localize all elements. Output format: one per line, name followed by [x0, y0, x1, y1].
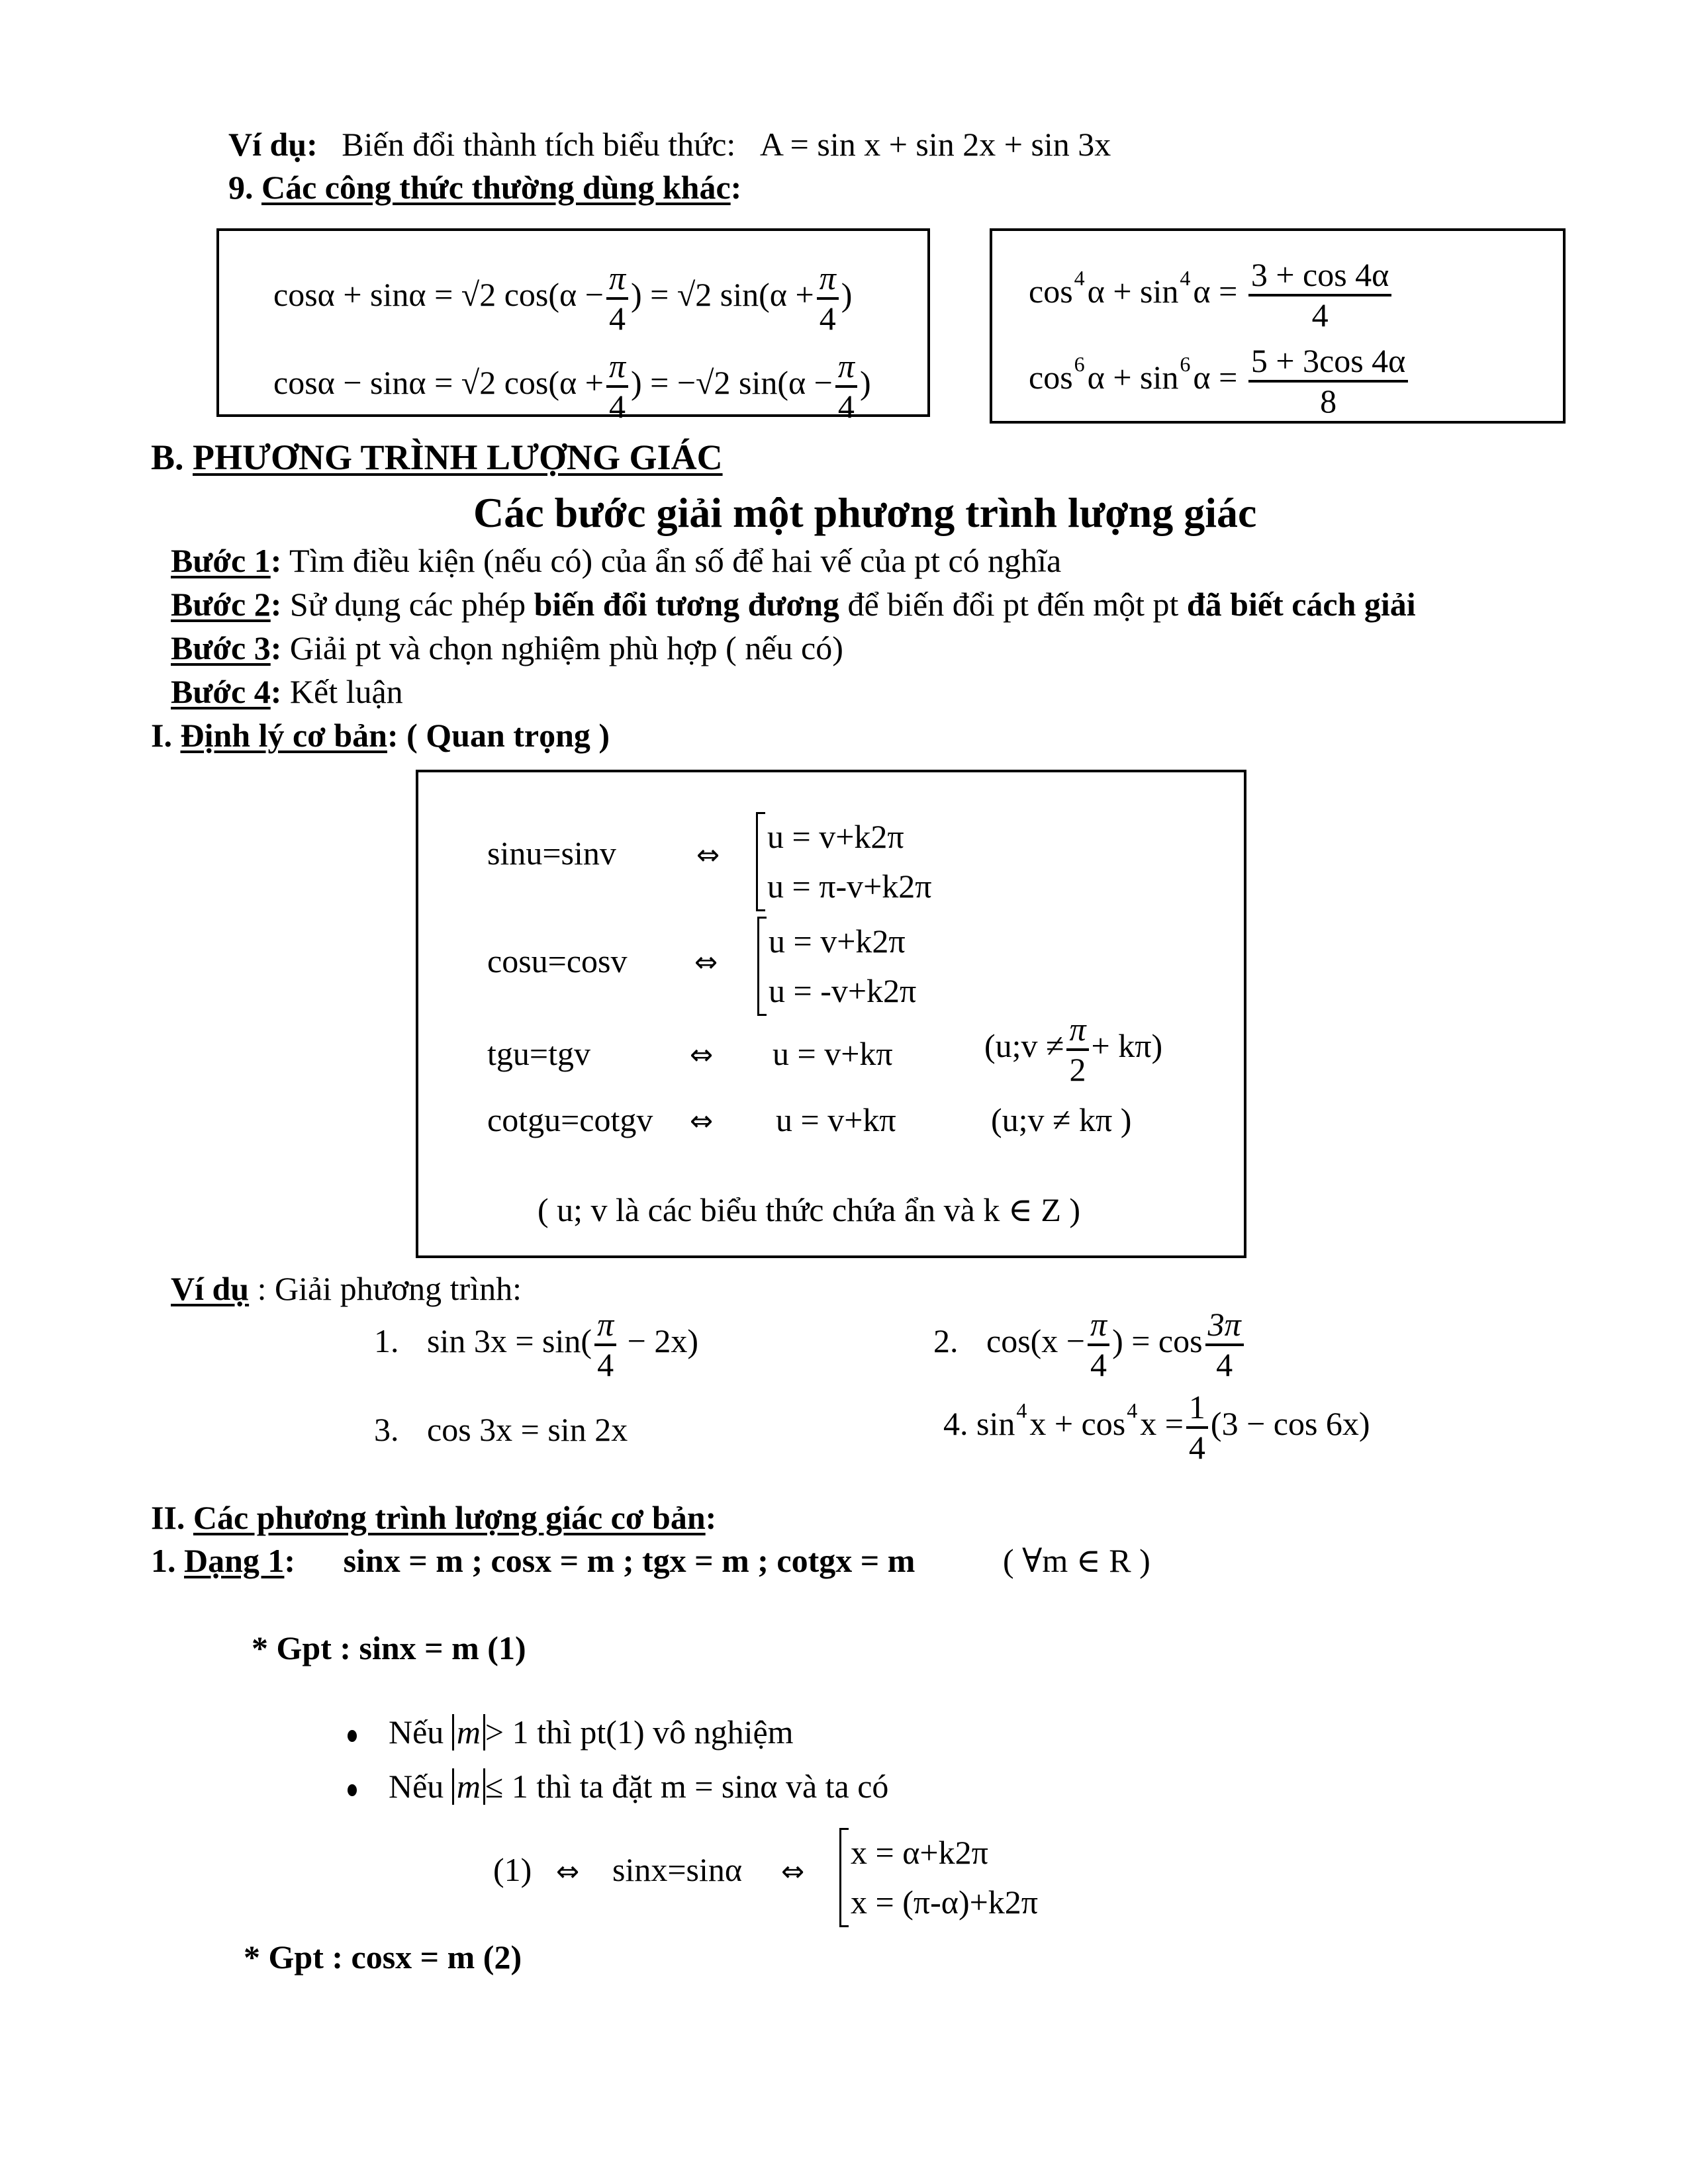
- case: x = α+k2π: [851, 1834, 988, 1871]
- equiv-cases: [839, 1828, 1038, 1927]
- section-9-heading: [228, 171, 741, 204]
- denominator: 8: [1320, 382, 1337, 420]
- part: x =: [1140, 1404, 1184, 1442]
- step-text: để biến đổi pt đến một pt: [839, 586, 1187, 623]
- fraction: [1066, 1012, 1088, 1087]
- numerator: 5 + 3cos 4α: [1248, 343, 1409, 383]
- section-title: Các phương trình lượng giác cơ bản: [193, 1499, 706, 1536]
- denominator: 4: [1216, 1345, 1233, 1383]
- theorem-sin-lhs: sinu=sinv: [487, 835, 616, 872]
- example-item-1: [374, 1307, 698, 1382]
- numerator: 3 + cos 4α: [1248, 257, 1392, 296]
- numerator: 1: [1186, 1390, 1208, 1429]
- section-b-heading: [151, 437, 723, 478]
- formula-power4: [1029, 257, 1394, 332]
- case-bracket: [756, 812, 932, 911]
- steps-title: Các bước giải một phương trình lượng giác: [473, 489, 1257, 536]
- numerator: 3π: [1205, 1307, 1244, 1346]
- section-title: PHƯƠNG TRÌNH LƯỢNG GIÁC: [193, 437, 723, 477]
- fraction: [1205, 1307, 1244, 1382]
- case: u = v+k2π: [767, 818, 904, 855]
- part: √2 cos(α −: [461, 275, 604, 313]
- step-3: [171, 631, 843, 664]
- part: (u;v ≠: [984, 1026, 1064, 1064]
- part: Nếu: [389, 1713, 444, 1751]
- item-number: 3.: [374, 1411, 399, 1448]
- part: cos: [1029, 272, 1073, 310]
- part: α + sin: [1087, 272, 1179, 310]
- theorem-note: ( u; v là các biểu thức chứa ẩn và k ∈ Z ): [538, 1191, 1081, 1228]
- dang-1-condition: ( ∀m ∈ R ): [1003, 1542, 1150, 1579]
- iff-icon: ⇔: [556, 1855, 580, 1888]
- case: u = v+k2π: [769, 923, 906, 960]
- denominator: 4: [837, 387, 855, 425]
- colon: :: [270, 673, 282, 710]
- numerator: π: [1066, 1012, 1088, 1051]
- example-item-2: [933, 1307, 1246, 1382]
- step-2: [171, 588, 1416, 621]
- theorem-cos-lhs: cosu=cosv: [487, 942, 628, 979]
- numerator: π: [1088, 1307, 1109, 1346]
- part: α =: [1193, 358, 1238, 396]
- formula-box-left: [216, 228, 930, 425]
- part: √2 cos(α +: [461, 363, 604, 401]
- theorem-box: [416, 770, 1246, 1258]
- step-1: [171, 544, 1061, 577]
- bullet-item-1: [348, 1714, 794, 1751]
- theorem-sin-cases: [756, 812, 932, 911]
- colon: :: [270, 629, 282, 666]
- part: − 2x): [619, 1322, 698, 1359]
- part: (3 − cos 6x): [1210, 1404, 1370, 1442]
- section-suffix: : ( Quan trọng ): [387, 717, 610, 754]
- section-prefix: I.: [151, 717, 172, 754]
- section-number: 9.: [228, 169, 254, 206]
- denominator: 4: [608, 299, 626, 337]
- dang-1-line: [151, 1544, 915, 1577]
- iff-icon: ⇔: [694, 946, 718, 978]
- form-equations: sinx = m ; cosx = m ; tgx = m ; cotgx = m: [343, 1542, 915, 1579]
- iff-icon: ⇔: [781, 1855, 805, 1888]
- iff-icon: ⇔: [690, 1038, 714, 1071]
- abs-value: m: [452, 1768, 485, 1805]
- step-label: Bước 4: [171, 673, 271, 710]
- part: x + cos: [1029, 1404, 1126, 1442]
- item-number: 1.: [374, 1322, 399, 1359]
- section-prefix: B.: [151, 437, 184, 477]
- formula-line-1: [273, 261, 852, 336]
- formula-power6: [1029, 343, 1411, 418]
- bullet-item-2: [348, 1768, 888, 1805]
- step-4: [171, 675, 403, 708]
- step-label: Bước 3: [171, 629, 271, 666]
- example-top-line: [228, 128, 1111, 161]
- numerator: π: [817, 261, 839, 300]
- form-label: Dạng 1: [184, 1542, 285, 1579]
- part: cos: [1029, 358, 1073, 396]
- denominator: 4: [1311, 296, 1329, 334]
- colon: :: [705, 1499, 717, 1536]
- lhs: cosα − sinα =: [273, 363, 453, 401]
- fraction: [606, 349, 628, 424]
- fraction: [1248, 343, 1409, 418]
- fraction: [817, 261, 839, 336]
- theorem-tg-lhs: tgu=tgv: [487, 1035, 590, 1072]
- fraction: [1088, 1307, 1109, 1382]
- iff-icon: ⇔: [690, 1105, 714, 1137]
- numerator: π: [594, 1307, 616, 1346]
- colon: :: [284, 1542, 296, 1579]
- step-text: Kết luận: [281, 673, 403, 710]
- theorem-cotg-rhs: u = v+kπ: [776, 1101, 896, 1138]
- numerator: π: [606, 261, 628, 300]
- case-bracket: [757, 917, 916, 1016]
- exponent: 4: [1127, 1398, 1138, 1422]
- part: √2 sin(α −: [696, 363, 833, 401]
- part: ≤ 1 thì ta đặt m = sinα và ta có: [485, 1768, 889, 1805]
- section-title: Định lý cơ bản: [180, 717, 387, 754]
- gpt-sin-heading: * Gpt : sinx = m (1): [252, 1629, 526, 1666]
- colon: :: [270, 586, 282, 623]
- case: u = π-v+k2π: [767, 868, 932, 905]
- denominator: 4: [608, 387, 626, 425]
- exponent: 4: [1016, 1398, 1027, 1422]
- gpt-cos-heading: * Gpt : cosx = m (2): [244, 1938, 522, 1976]
- part: Nếu: [389, 1768, 444, 1805]
- step-label: Bước 1: [171, 542, 271, 579]
- exponent: 6: [1180, 351, 1191, 376]
- fraction: [1248, 257, 1392, 332]
- denominator: 4: [1090, 1345, 1107, 1383]
- fraction: [594, 1307, 616, 1382]
- numerator: π: [606, 349, 628, 388]
- step-text: Giải pt và chọn nghiệm phù hợp ( nếu có): [281, 629, 843, 666]
- exponent: 4: [1074, 265, 1085, 290]
- case: x = (π-α)+k2π: [851, 1884, 1039, 1921]
- item-number: 4.: [943, 1404, 968, 1442]
- part: ) =: [631, 275, 669, 313]
- denominator: 4: [819, 299, 836, 337]
- item-number: 2.: [933, 1322, 959, 1359]
- equiv-mid: sinx=sinα: [612, 1851, 743, 1888]
- case: u = -v+k2π: [769, 972, 917, 1009]
- part: α + sin: [1087, 358, 1179, 396]
- theorem-cos-cases: [757, 917, 916, 1016]
- step-text-bold: biến đổi tương đương: [534, 586, 839, 623]
- theorem-cotg-lhs: cotgu=cotgv: [487, 1101, 653, 1138]
- example-formula: A = sin x + sin 2x + sin 3x: [759, 126, 1111, 163]
- part: + kπ): [1091, 1026, 1163, 1064]
- colon: :: [270, 542, 282, 579]
- part: sin 3x = sin(: [427, 1322, 592, 1359]
- theorem-tg-rhs: u = v+kπ: [773, 1035, 893, 1072]
- iff-icon: ⇔: [696, 839, 720, 871]
- fraction: [835, 349, 857, 424]
- section-title: Các công thức thường dùng khác: [261, 169, 731, 206]
- abs-value: m: [452, 1714, 485, 1751]
- example-text: Biến đổi thành tích biểu thức:: [342, 126, 736, 163]
- denominator: 2: [1069, 1050, 1086, 1088]
- denominator: 4: [1188, 1428, 1205, 1466]
- colon: :: [730, 169, 742, 206]
- section-ii-heading: [151, 1501, 716, 1534]
- formula-box-right: [990, 228, 1566, 424]
- formula-line-2: [273, 349, 871, 424]
- bullet-icon: [348, 1730, 357, 1742]
- part: α =: [1193, 272, 1238, 310]
- section-i-heading: [151, 719, 610, 752]
- step-label: Bước 2: [171, 586, 271, 623]
- step-text: Sử dụng các phép: [281, 586, 534, 623]
- case-bracket: [839, 1828, 1038, 1927]
- example-text: : Giải phương trình:: [249, 1270, 522, 1307]
- part: cos(x −: [986, 1322, 1085, 1359]
- exponent: 4: [1180, 265, 1191, 290]
- example-label: Ví dụ:: [228, 126, 318, 163]
- equiv-lead: (1): [493, 1851, 532, 1888]
- lhs: cosα + sinα =: [273, 275, 453, 313]
- example-item-3: [374, 1413, 628, 1446]
- part: ): [859, 363, 871, 401]
- item-prefix: 1.: [151, 1542, 176, 1579]
- example-2-heading: [171, 1272, 522, 1305]
- denominator: 4: [597, 1345, 614, 1383]
- example-item-4: [943, 1390, 1370, 1465]
- part: > 1 thì pt(1) vô nghiệm: [485, 1713, 794, 1751]
- part: sin: [976, 1404, 1015, 1442]
- fraction: [606, 261, 628, 336]
- numerator: π: [835, 349, 857, 388]
- example-label: Ví dụ: [171, 1270, 250, 1307]
- section-prefix: II.: [151, 1499, 185, 1536]
- theorem-cotg-condition: (u;v ≠ kπ ): [991, 1101, 1132, 1138]
- part: √2 sin(α +: [677, 275, 814, 313]
- part: cos 3x = sin 2x: [427, 1411, 628, 1448]
- theorem-tg-condition: [984, 1012, 1162, 1087]
- bullet-icon: [348, 1784, 357, 1796]
- fraction: [1186, 1390, 1208, 1465]
- step-text: Tìm điều kiện (nếu có) của ẩn số để hai vế của pt có nghĩa: [281, 542, 1062, 579]
- part: ) = −: [631, 363, 696, 401]
- exponent: 6: [1074, 351, 1085, 376]
- part: ): [841, 275, 853, 313]
- step-text-bold: đã biết cách giải: [1186, 586, 1416, 623]
- part: ) = cos: [1112, 1322, 1203, 1359]
